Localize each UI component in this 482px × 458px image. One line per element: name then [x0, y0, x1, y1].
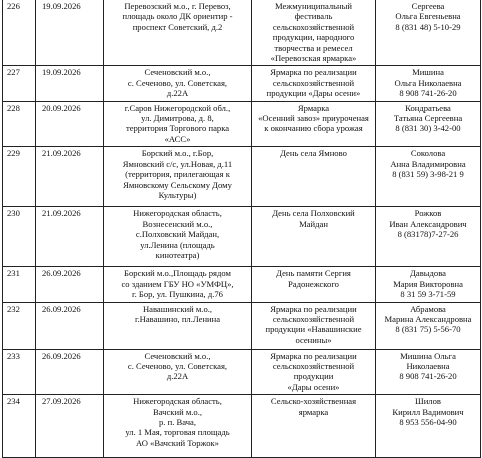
event-location-cell-line: р. п. Вача,	[159, 416, 196, 427]
event-location-cell-line: Ямновскому Сельскому Дому	[123, 179, 232, 190]
event-name-cell-line: сельскохозяйственной	[272, 360, 355, 371]
row-number-cell: 231	[3, 267, 36, 302]
event-location-cell-line: ул.Ленина (площадь	[140, 239, 215, 250]
contact-person-cell	[376, 395, 481, 458]
event-date-cell: 26.09.2026	[36, 302, 104, 349]
event-location-cell-line: АО «Вачский Торжок»	[136, 437, 219, 448]
contact-person-cell-line: Мишина Ольга	[400, 350, 456, 361]
event-name-cell-line: Ярмарка по реализации	[270, 67, 357, 78]
events-table-body	[3, 0, 481, 458]
event-name-cell-line: Межмуниципальный	[274, 1, 353, 11]
event-location-cell-line: Ямновский с/с, ул.Новая, д.11	[122, 158, 233, 169]
event-name-cell-line: творчества и ремесел	[274, 42, 353, 53]
contact-person-cell-line: Кирилл Вадимович	[392, 406, 464, 417]
event-location-cell	[104, 66, 252, 101]
event-name-cell	[252, 66, 376, 101]
event-name-cell-line: сельскохозяйственной	[272, 313, 355, 324]
table-row	[3, 267, 481, 302]
table-row	[3, 302, 481, 349]
contact-person-cell-line: 8 31 59 3-71-59	[400, 289, 456, 300]
contact-person-cell-line: Рожков	[414, 208, 442, 219]
table-row	[3, 0, 481, 66]
contact-person-cell-line: Соколова	[410, 148, 446, 159]
contact-person-cell-line: Ольга Евгеньевна	[395, 11, 461, 22]
event-location-cell-line: с. Сеченово, ул. Советская,	[127, 360, 228, 371]
contact-person-cell-line: Сергеева	[411, 1, 445, 11]
contact-person-cell-line: Николаевна	[406, 360, 450, 371]
table-row	[3, 147, 481, 207]
event-name-cell-line: осенины»	[295, 334, 332, 345]
row-number-cell: 229	[3, 147, 36, 207]
contact-person-cell-line: Анна Владимировна	[390, 158, 466, 169]
event-date-cell: 20.09.2026	[36, 101, 104, 147]
event-location-cell	[104, 395, 252, 458]
row-number-cell: 226	[3, 0, 36, 66]
contact-person-cell-line: 8 908 741-26-20	[399, 371, 457, 382]
event-date-cell: 21.09.2026	[36, 147, 104, 207]
event-name-cell-line: «Осенний завоз» приуроченая	[258, 113, 369, 124]
contact-person-cell-line: Иван Александрович	[389, 218, 467, 229]
event-location-cell-line: площадь около ДК ориентир -	[122, 11, 233, 22]
contact-person-cell-line: 8 (831 30) 3-42-00	[395, 123, 461, 134]
event-location-cell-line: Борский м.о.,Площадь рядом	[124, 268, 231, 279]
event-location-cell	[104, 302, 252, 349]
contact-person-cell-line: 8 (831 59) 3-98-21 9	[392, 169, 464, 180]
event-date-cell: 19.09.2026	[36, 0, 104, 66]
event-name-cell	[252, 101, 376, 147]
event-name-cell-line: сельскохозяйственной	[272, 21, 355, 32]
event-location-cell-line: Навашинский м.о.,	[142, 303, 213, 314]
contact-person-cell-line: Шилов	[415, 396, 441, 407]
event-name-cell	[252, 147, 376, 207]
event-name-cell-line: «Дары осени»	[287, 381, 340, 392]
event-name-cell-line: День памяти Сергия	[276, 268, 351, 279]
event-location-cell-line: ул. Димитрова, д. 8,	[141, 113, 214, 124]
event-name-cell	[252, 395, 376, 458]
event-location-cell-line: Вознесенский м.о.,	[142, 218, 213, 229]
event-name-cell-line: сельскохозяйственной	[272, 77, 355, 88]
contact-person-cell	[376, 101, 481, 147]
event-location-cell-line: «АСС»	[164, 133, 191, 144]
contact-person-cell-line: Давыдова	[410, 268, 446, 279]
contact-person-cell-line: 8 953 556-04-90	[399, 416, 457, 427]
event-name-cell-line: к окончанию сбора урожая	[264, 123, 363, 134]
event-location-cell-line: Борский м.о., г.Бор,	[141, 148, 214, 159]
table-row	[3, 349, 481, 395]
event-location-cell-line: д.22А	[166, 88, 189, 99]
event-location-cell-line: Сеченовский м.о.,	[144, 350, 211, 361]
event-name-cell	[252, 267, 376, 302]
event-location-cell	[104, 267, 252, 302]
event-location-cell-line: Вачский м.о.,	[152, 406, 203, 417]
event-name-cell-line: Сельско-хозяйственная	[270, 396, 357, 407]
event-name-cell-line: Ярмарка	[297, 102, 330, 113]
events-table	[2, 0, 481, 458]
contact-person-cell	[376, 267, 481, 302]
contact-person-cell	[376, 66, 481, 101]
event-location-cell	[104, 147, 252, 207]
contact-person-cell-line: Кондратьева	[405, 102, 451, 113]
table-row	[3, 395, 481, 458]
event-name-cell-line: фестиваль	[294, 11, 333, 22]
event-name-cell-line: ярмарка	[298, 406, 329, 417]
contact-person-cell-line: Ольга Николаевна	[394, 77, 462, 88]
contact-person-cell	[376, 0, 481, 66]
event-location-cell-line: проспект Советский, д.2	[132, 21, 223, 32]
contact-person-cell-line: Татьяна Сергеевна	[393, 113, 463, 124]
event-name-cell	[252, 302, 376, 349]
contact-person-cell-line: Марина Александровна	[384, 313, 472, 324]
event-location-cell-line: кинотеатра)	[155, 249, 200, 260]
table-row	[3, 101, 481, 147]
table-row	[3, 66, 481, 101]
contact-person-cell-line: Мишина	[412, 67, 444, 78]
event-name-cell	[252, 0, 376, 66]
event-name-cell-line: Ярмарка по реализации	[270, 303, 357, 314]
event-location-cell-line: ул. 1 Мая, торговая площадь	[125, 427, 230, 438]
row-number-cell: 234	[3, 395, 36, 458]
event-location-cell-line: (территория, прилегающая к	[125, 169, 230, 180]
event-location-cell	[104, 101, 252, 147]
event-date-cell: 19.09.2026	[36, 66, 104, 101]
event-name-cell-line: День села Ямново	[280, 148, 347, 159]
contact-person-cell-line: Мария Викторовна	[393, 278, 463, 289]
row-number-cell: 233	[3, 349, 36, 395]
event-location-cell-line: со зданием ГБУ НО «УМФЦ»,	[121, 278, 234, 289]
event-location-cell-line: с. Сеченово, ул. Советская,	[127, 77, 228, 88]
contact-person-cell-line: 8 (831 75) 5-56-70	[395, 324, 461, 335]
event-location-cell-line: с.Полховский Майдан,	[135, 229, 220, 240]
event-name-cell-line: Ярмарка по реализации	[270, 350, 357, 361]
event-name-cell	[252, 349, 376, 395]
event-name-cell-line: День села Полховский	[272, 208, 355, 219]
row-number-cell: 232	[3, 302, 36, 349]
event-date-cell: 26.09.2026	[36, 349, 104, 395]
event-name-cell-line: продукции	[293, 371, 334, 382]
event-location-cell-line: Нижегородская область,	[133, 396, 222, 407]
contact-person-cell	[376, 349, 481, 395]
row-number-cell: 227	[3, 66, 36, 101]
contact-person-cell-line: 8 (831 48) 5-10-29	[395, 21, 461, 32]
contact-person-cell	[376, 207, 481, 267]
contact-person-cell	[376, 147, 481, 207]
contact-person-cell-line: 8 908 741-26-20	[399, 88, 457, 99]
event-location-cell-line: г.Навашино, пл.Ленина	[134, 313, 221, 324]
contact-person-cell-line: Абрамова	[410, 303, 446, 314]
event-name-cell-line: продукции «Навашинские	[265, 324, 362, 335]
table-row	[3, 207, 481, 267]
event-location-cell	[104, 207, 252, 267]
row-number-cell: 230	[3, 207, 36, 267]
event-date-cell: 26.09.2026	[36, 267, 104, 302]
event-location-cell-line: Нижегородская область,	[133, 208, 222, 219]
event-location-cell-line: территория Торгового парка	[125, 123, 230, 134]
event-name-cell	[252, 207, 376, 267]
event-location-cell-line: Культуры)	[158, 189, 197, 200]
contact-person-cell	[376, 302, 481, 349]
event-name-cell-line: Майдан	[299, 218, 328, 229]
contact-person-cell-line: 8 (83178)7-27-26	[397, 229, 459, 240]
event-name-cell-line: продукции, народного	[272, 32, 355, 43]
event-location-cell-line: Перевозский м.о., г. Перевоз,	[124, 1, 231, 11]
event-name-cell-line: продукции «Дары осени»	[266, 88, 361, 99]
event-name-cell-line: Радонежского	[288, 278, 339, 289]
event-location-cell-line: г.Саров Нижегородской обл.,	[124, 102, 231, 113]
event-date-cell: 27.09.2026	[36, 395, 104, 458]
event-location-cell	[104, 349, 252, 395]
row-number-cell: 228	[3, 101, 36, 147]
event-name-cell-line: «Перевозская ярмарка»	[270, 53, 357, 64]
event-location-cell-line: д.22А	[166, 371, 189, 382]
event-location-cell-line: Сеченовский м.о.,	[144, 67, 211, 78]
event-location-cell	[104, 0, 252, 66]
event-date-cell: 21.09.2026	[36, 207, 104, 267]
event-location-cell-line: г. Бор, ул. Пушкина, д.76	[132, 289, 223, 300]
